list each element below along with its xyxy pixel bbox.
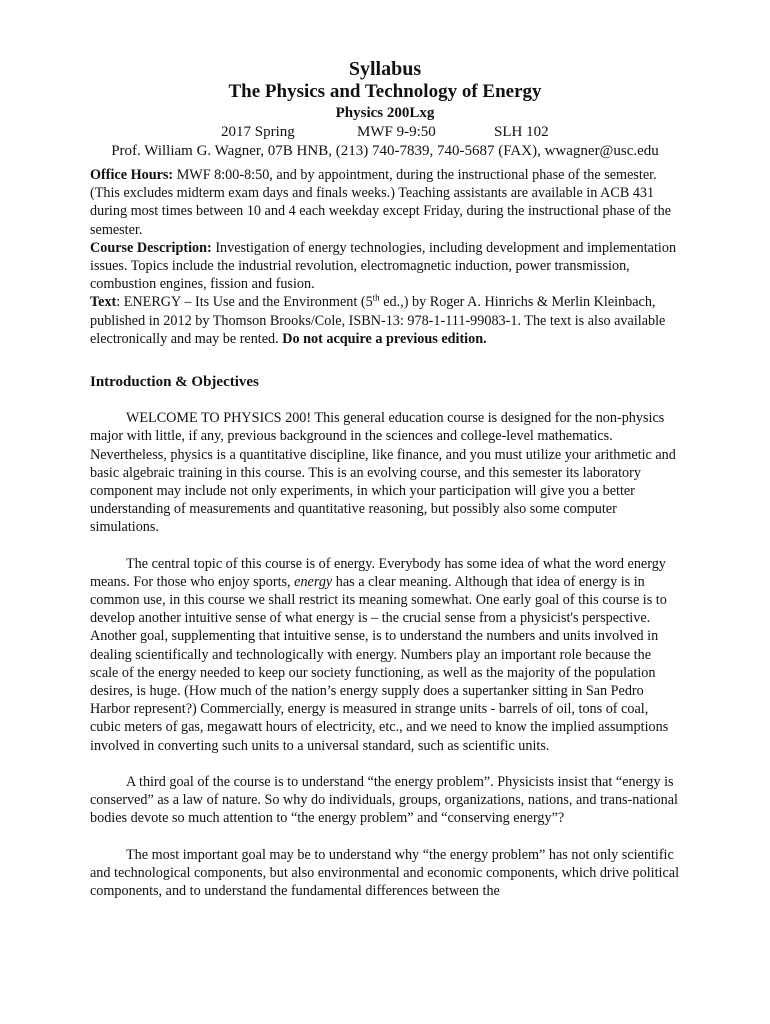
course-title: The Physics and Technology of Energy <box>228 81 542 102</box>
course-description-label: Course Description: <box>90 239 212 256</box>
textbook-text-1: : ENERGY – Its Use and the Environment (5 <box>116 294 373 311</box>
intro-paragraph-1: WELCOME TO PHYSICS 200! This general education course is designed for the non-physics major with little, if any, previous background in the sciences and college-level mathematics. Nevertheless, physics is a quantitative discipline, like finance, and you must utilize your arithmetic and basic algebraic training in this course. This is an evolving course, and this semester its laboratory component may include not only experiments, in which your participation will give you a better understanding of measurements and quantitative reasoning, but possibly also some computer simulations. <box>90 410 676 536</box>
office-hours-section <box>90 166 680 239</box>
course-number: Physics 200Lxg <box>335 105 435 121</box>
document-header <box>0 57 770 161</box>
intro-paragraph-4: The most important goal may be to understand why “the energy problem” has not only scientific and technological components, but also environmental and economic components, which drive political components, and to understand the fundamental differences between the <box>90 846 680 899</box>
intro-paragraph-2-text-b: has a clear meaning. Although that idea of energy is in common use, in this course we shall restrict its meaning somewhat. One early goal of this course is to develop another intuitive sense of what energy is – the crucial sense from a physicist's perspective. Another goal, supplementing that intuitive sense, is to understand the numbers and units involved in dealing scientifically and technologically with energy. Numbers play an important role because the scale of the energy needed to keep our society functioning, as well as the majority of the population desires, is huge. (How much of the nation’s energy supply does a supertanker sitting in San Pedro Harbor represent?) Commercially, energy is measured in strange units - barrels of oil, tons of coal, cubic meters of gas, megawatt hours of electricity, etc., and we need to know the implied assumptions involved in converting such units to a universal standard, such as scientific units. <box>90 573 669 754</box>
course-description-section <box>90 239 680 294</box>
office-hours-text: MWF 8:00-8:50, and by appointment, during the instructional phase of the semester. (This excludes midterm exam days and finals weeks.) Teaching assistants are available in ACB 431 during most times between 10 and 4 each weekday except Friday, during the instructional phase of the semester. <box>90 167 671 238</box>
course-meta <box>0 123 770 142</box>
edition-superscript: th <box>372 292 380 303</box>
page-title: Syllabus <box>348 58 422 80</box>
office-hours-label: Office Hours: <box>90 167 174 183</box>
textbook-label: Text <box>90 294 117 311</box>
professor-contact: Prof. William G. Wagner, 07B HNB, (213) 740-7839, 740-5687 (FAX), wwagner@usc.edu <box>111 143 659 159</box>
term: 2017 Spring <box>221 124 295 140</box>
intro-heading: Introduction & Objectives <box>90 374 259 391</box>
intro-paragraph-2 <box>90 555 680 755</box>
intro-paragraph-3: A third goal of the course is to understand “the energy problem”. Physicists insist that “energy is conserved” as a law of nature. So why do individuals, groups, organizations, nations, and trans-national bodies devote so much attention to “the energy problem” and “conserving energy”? <box>90 773 678 827</box>
edition-warning: Do not acquire a previous edition. <box>282 330 487 347</box>
intro-paragraph-2-text-a: The central topic of this course is of energy. Everybody has some idea of what the word energy means. For those who enjoy sports, <box>90 555 666 590</box>
syllabus-body <box>90 166 680 918</box>
textbook-text-2: ed.,) by Roger A. Hinrichs & Merlin Kleinbach, published in 2012 by Thomson Brooks/Cole, ISBN-13: 978-1-111-99083-1. The text is also available electronically and may be rented. <box>90 294 666 347</box>
course-description-text: Investigation of energy technologies, including development and implementation issues. Topics include the industrial revolution, electromagnetic induction, power transmission, combustion engines, fission and fusion. <box>90 239 677 293</box>
schedule: MWF 9-9:50 <box>357 124 436 140</box>
room: SLH 102 <box>494 124 549 140</box>
textbook-section <box>90 293 680 348</box>
energy-emphasis: energy <box>294 573 333 590</box>
